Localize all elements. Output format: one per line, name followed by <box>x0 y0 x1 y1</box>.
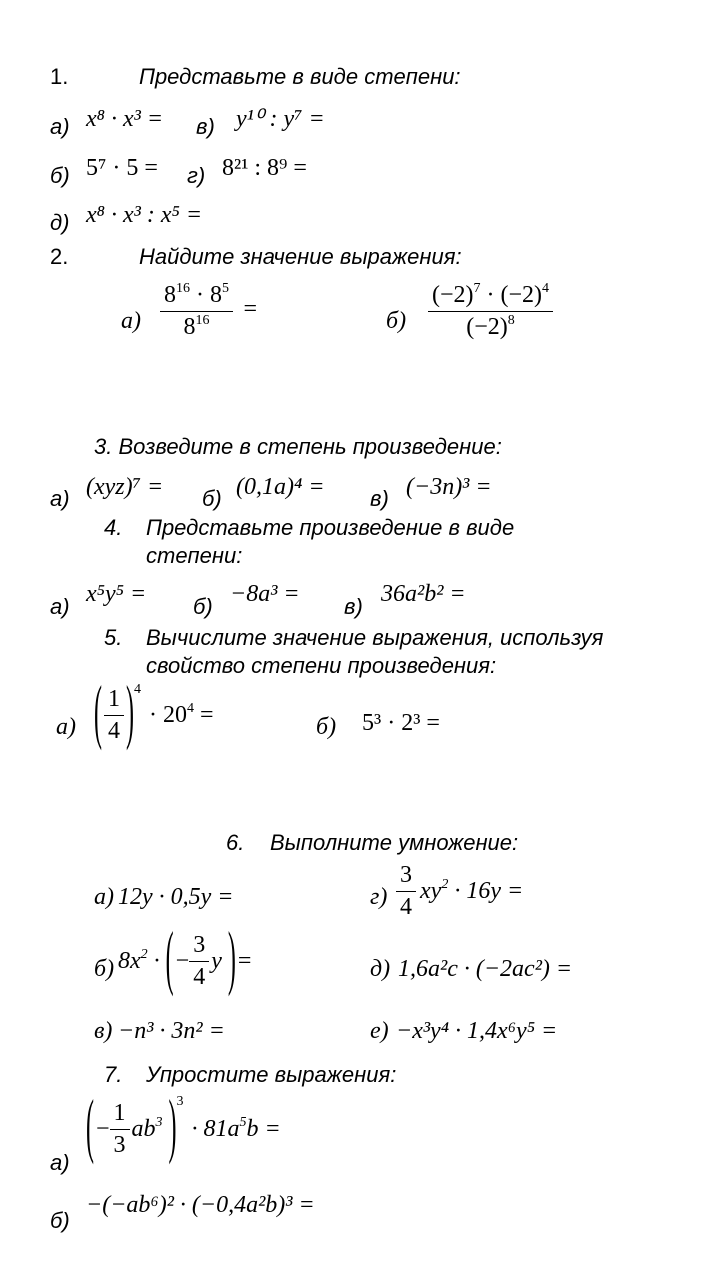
task2-a-label: а) <box>121 308 141 334</box>
task7-a-fraction: $\frac{1}{3}$ <box>110 1100 130 1159</box>
task3-b-expr: (0,1a)⁴ = <box>236 474 325 500</box>
task5-a-rest: · $20^4$ = <box>149 701 214 728</box>
task5-title-line1: Вычислите значение выражения, используя <box>146 625 604 650</box>
task6-v-label: в) <box>94 1018 113 1044</box>
task4-a-label: а) <box>50 594 70 619</box>
task6-g-fraction: $\frac{3}{4}$ <box>396 862 416 921</box>
task2-a-expr <box>160 282 257 341</box>
task3-v-expr: (−3n)³ = <box>406 474 492 500</box>
task6-g-expr <box>396 862 523 921</box>
task2-a-equals: = <box>243 295 257 322</box>
task6-d-expr: 1,6a²c · (−2ac²) = <box>398 956 573 982</box>
task1-title: Представьте в виде степени: <box>139 64 461 89</box>
task2-b-label: б) <box>386 308 407 334</box>
task1-v-expr: y¹⁰ : y⁷ = <box>236 106 325 132</box>
task5-b-label: б) <box>316 714 337 740</box>
task1-g-expr: 8²¹ : 8⁹ = <box>222 155 307 181</box>
task6-b-equals: = <box>237 948 252 974</box>
task3-a-label: а) <box>50 486 70 511</box>
task5-number: 5. <box>104 625 123 650</box>
task5-a-lparen: ( <box>94 675 102 753</box>
task2-b-denominator: $(-2)^8$ <box>466 313 515 340</box>
task4-title-line1: Представьте произведение в виде <box>146 515 515 540</box>
task2-a-denominator: $8^{16}$ <box>183 313 210 340</box>
task1-a-label: а) <box>50 114 70 139</box>
task4-number: 4. <box>104 515 123 540</box>
task3-v-label: в) <box>370 486 389 511</box>
task1-d-label: д) <box>50 210 70 235</box>
task6-b-minus: − <box>175 948 190 974</box>
task5-title-line2: свойство степени произведения: <box>146 653 497 678</box>
task7-a-expr <box>86 1089 281 1167</box>
task1-b-label: б) <box>50 163 70 188</box>
task7-a-label: а) <box>50 1150 70 1175</box>
task6-v-expr: −n³ · 3n² = <box>118 1018 225 1044</box>
task5-a-label: а) <box>56 714 76 740</box>
task5-a-expr <box>94 675 214 753</box>
task7-a-var: $ab^3$ <box>131 1115 163 1142</box>
task4-b-expr: −8a³ = <box>230 581 300 607</box>
task1-b-expr: 5⁷ · 5 = <box>86 155 158 181</box>
task5-b-expr: 5³ · 2³ = <box>362 710 440 736</box>
task4-v-label: в) <box>344 594 363 619</box>
task7-a-exponent: 3 <box>176 1094 184 1109</box>
task6-number: 6. <box>226 830 245 855</box>
task7-number: 7. <box>104 1062 123 1087</box>
task6-g-rest: $xy^2 \cdot 16y$ = <box>420 877 524 904</box>
task2-b-numerator: $(-2)^7 \cdot (-2)^4$ <box>428 282 553 312</box>
task3-a-expr: (xyz)⁷ = <box>86 474 164 500</box>
task6-d-label: д) <box>370 956 391 982</box>
task5-a-rparen: ) <box>126 675 134 753</box>
task6-b-var: y <box>211 948 222 974</box>
task7-a-minus: − <box>96 1116 110 1142</box>
task6-a-expr: 12y · 0,5y = <box>118 884 234 910</box>
task2-a-numerator: $8^{16} \cdot 8^5$ <box>160 282 233 312</box>
task6-a-label: а) <box>94 884 114 910</box>
task1-g-label: г) <box>187 163 206 188</box>
task2-title: Найдите значение выражения: <box>139 244 462 269</box>
task6-b-expr <box>118 921 252 999</box>
task7-b-expr: −(−ab⁶)² · (−0,4a²b)³ = <box>86 1192 315 1218</box>
task5-a-fraction: $\frac{1}{4}$ <box>104 686 124 745</box>
task2-number: 2. <box>50 244 69 269</box>
task6-g-label: г) <box>370 884 388 910</box>
task4-b-label: б) <box>193 594 213 619</box>
task6-b-lead: $8x^2$ · <box>118 947 160 974</box>
task1-a-expr: x⁸ · x³ = <box>86 106 164 132</box>
task7-b-label: б) <box>50 1208 70 1233</box>
task5-a-exponent: 4 <box>134 682 141 697</box>
task1-number: 1. <box>50 64 69 89</box>
task1-d-expr: x⁸ · x³ : x⁵ = <box>86 202 203 228</box>
task7-a-lparen: ( <box>86 1089 94 1167</box>
task4-v-expr: 36a²b² = <box>381 581 466 607</box>
task6-b-fraction: $\frac{3}{4}$ <box>189 932 209 991</box>
task1-v-label: в) <box>196 114 215 139</box>
task3-title: 3. Возведите в степень произведение: <box>94 434 502 459</box>
task4-a-expr: x⁵y⁵ = <box>86 581 147 607</box>
task7-a-rest: · $81a^5b$ = <box>191 1115 281 1142</box>
task6-e-label: е) <box>370 1018 389 1044</box>
task7-title: Упростите выражения: <box>146 1062 397 1087</box>
task2-b-expr <box>428 282 553 341</box>
task6-e-expr: −x³y⁴ · 1,4x⁶y⁵ = <box>396 1018 558 1044</box>
task3-b-label: б) <box>202 486 222 511</box>
task4-title-line2: степени: <box>146 543 243 568</box>
task6-b-label: б) <box>94 956 115 982</box>
task6-b-lparen: ( <box>165 921 174 999</box>
task6-b-rparen: ) <box>227 921 236 999</box>
task7-a-rparen: ) <box>168 1089 177 1167</box>
task6-title: Выполните умножение: <box>270 830 519 855</box>
